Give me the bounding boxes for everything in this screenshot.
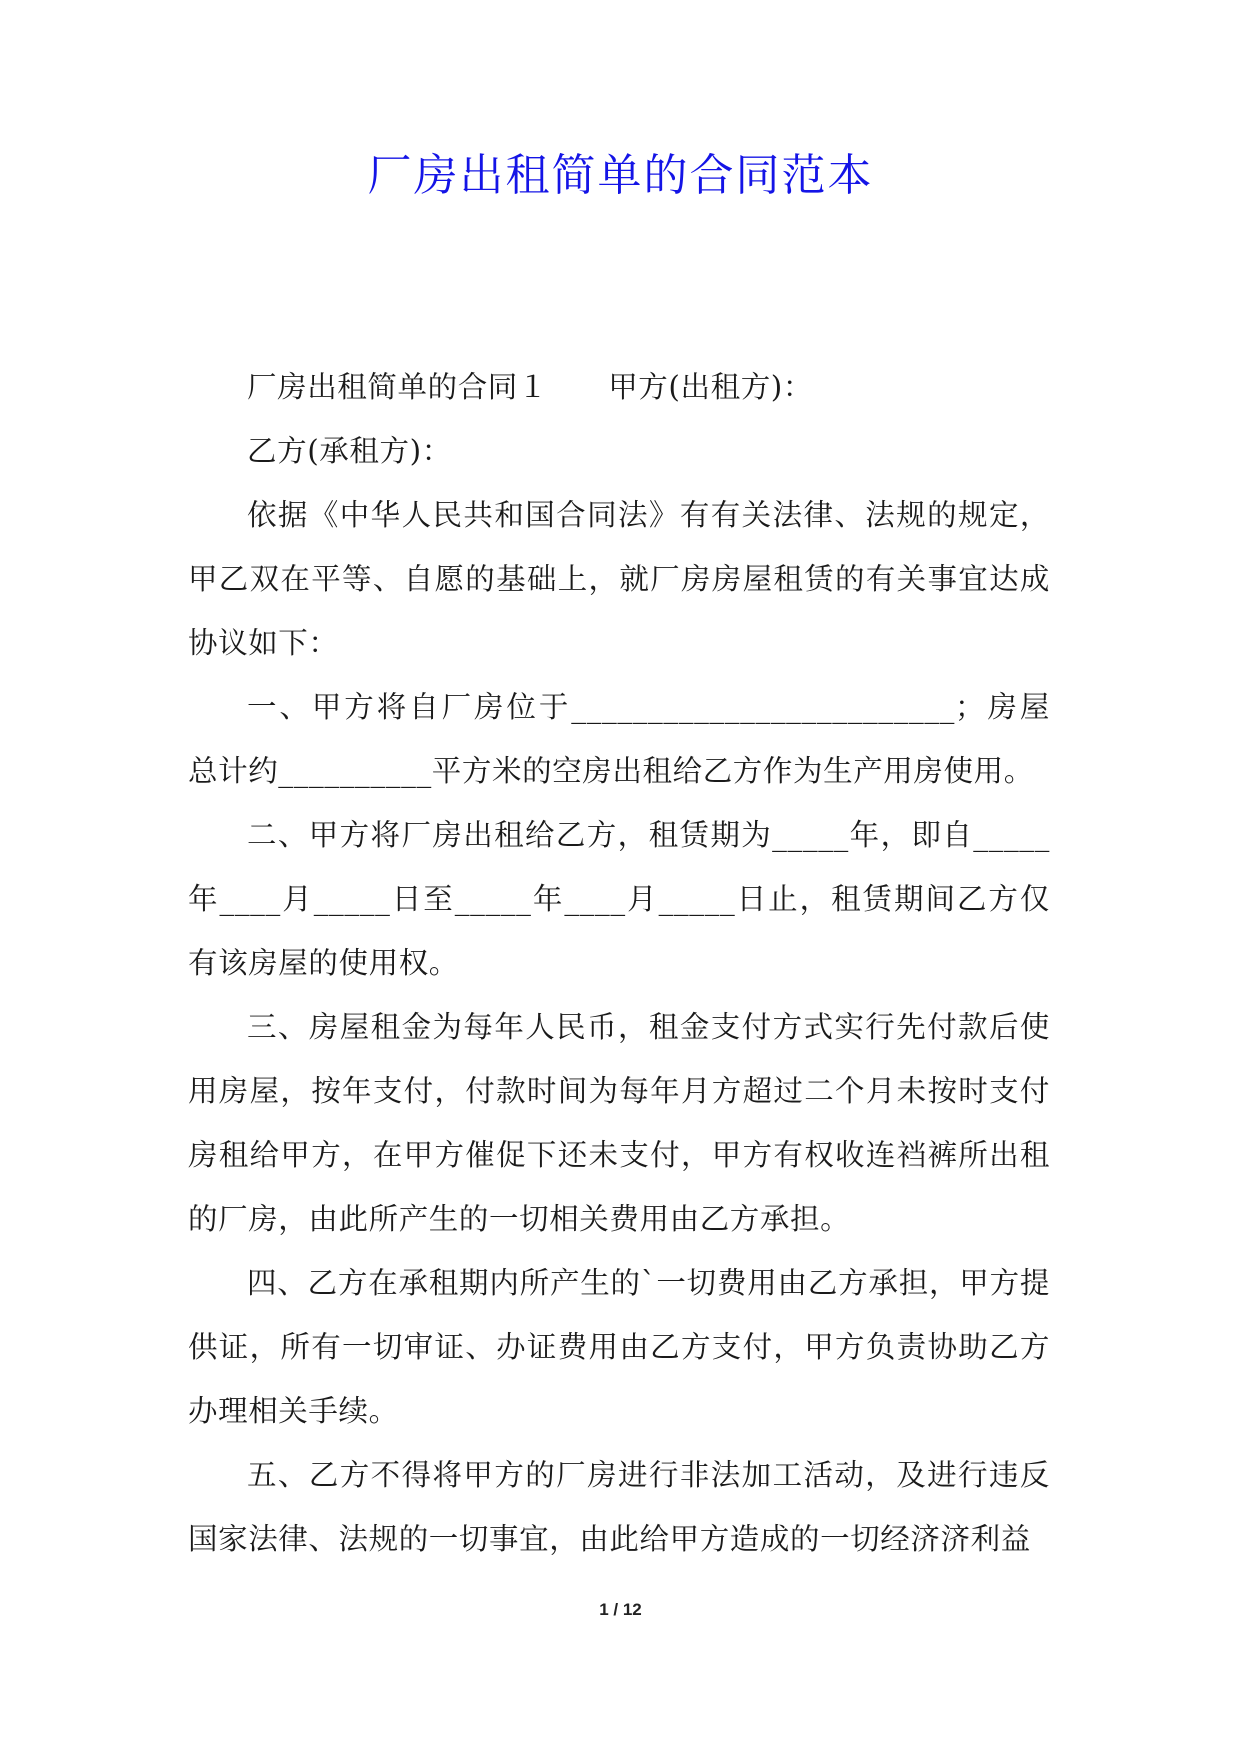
paragraph-contract-heading: 厂房出租简单的合同１ 甲方(出租方)： [247,370,814,404]
paragraph-clause-2: 二、甲方将厂房出租给乙方，租赁期为_____年，即自_____年____月_____日至_____年____月_____日止，租赁期间乙方仅有该房屋的使用权。 [188,818,1050,980]
page-number: 1 / 12 [599,1600,642,1619]
paragraph-clause-3: 三、房屋租金为每年人民币，租金支付方式实行先付款后使用房屋，按年支付，付款时间为每年月方超过二个月未按时支付房租给甲方，在甲方催促下还未支付，甲方有权收连裆裤所出租的厂房，由此所产生的一切相关费用由乙方承担。 [188,1010,1050,1236]
paragraph-party-b: 乙方(承租方)： [247,434,452,468]
paragraph-clause-5: 五、乙方不得将甲方的厂房进行非法加工活动，及进行违反国家法律、法规的一切事宜，由此给甲方造成的一切经济济利益 [188,1458,1050,1556]
document-body [188,355,1050,1571]
document-title: 厂房出租简单的合同范本 [367,150,874,201]
paragraph-clause-1: 一、甲方将自厂房位于_________________________；房屋总计约__________平方米的空房出租给乙方作为生产用房使用。 [188,690,1050,788]
paragraph-clause-4: 四、乙方在承租期内所产生的`一切费用由乙方承担，甲方提供证，所有一切审证、办证费用由乙方支付，甲方负责协助乙方办理相关手续。 [188,1266,1050,1428]
paragraph-preamble: 依据《中华人民共和国合同法》有有关法律、法规的规定，甲乙双在平等、自愿的基础上，就厂房房屋租赁的有关事宜达成协议如下： [188,498,1050,660]
